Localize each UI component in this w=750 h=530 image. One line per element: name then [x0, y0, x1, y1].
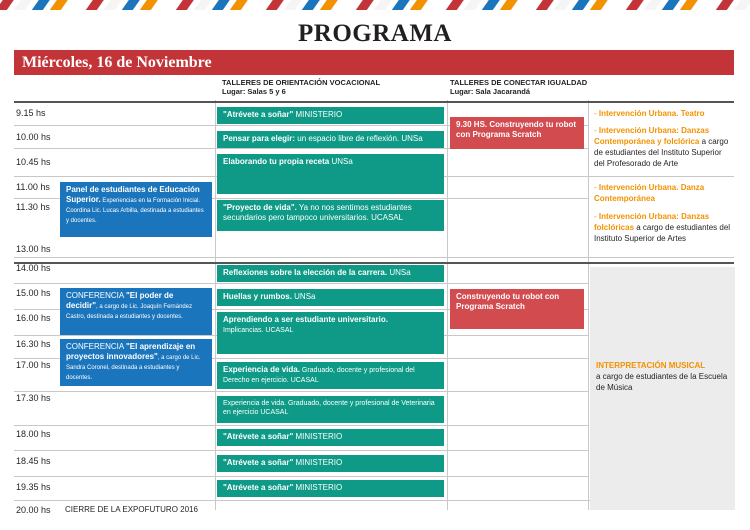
row-divider [14, 391, 589, 392]
bullet-dash: - [594, 109, 599, 118]
row-divider [14, 101, 734, 103]
right-item-title: Intervención Urbana: Danzas Contemporánea y folclórica [594, 126, 710, 146]
session-proyecto-vida [217, 200, 444, 231]
time-label: 11.00 hs [16, 182, 50, 192]
session-experiencia-veterinaria: Experiencia de vida. Graduado, docente y profesional de Veterinaria en ejercicio UCASAL [217, 396, 444, 423]
time-label: 11.30 hs [16, 202, 50, 212]
decorative-stripes [0, 0, 750, 10]
conference-prefix: CONFERENCIA [66, 342, 127, 351]
conference-title: "El poder de decidir" [66, 291, 174, 310]
time-label: 14.00 hs [16, 263, 51, 273]
session-huellas [217, 289, 444, 306]
row-divider [14, 425, 589, 426]
session-title: "Atrévete a soñar" [223, 110, 294, 119]
panel-estudiantes [60, 182, 212, 237]
session-detail: MINISTERIO [293, 458, 343, 467]
right-item-detail: a cargo de estudiantes del Instituto Superior de Artes [594, 223, 731, 243]
session-title: "Atrévete a soñar" [223, 458, 294, 467]
closing-text: CIERRE DE LA EXPOFUTURO 2016 [65, 505, 198, 514]
time-label: 13.00 hs [16, 244, 51, 254]
conference-prefix: CONFERENCIA [66, 291, 127, 300]
divider [215, 100, 216, 510]
workshop-robot-2: Construyendo tu robot con Programa Scratch [450, 289, 584, 329]
conference-detail: , a cargo de Lic. Sandra Coronel, destinada a estudiantes y docentes. [66, 355, 201, 381]
panel-detail: Experiencias en la Formación Inicial. Coordina Lic. Lucas Arbilla, destinada a estudiantes y docentes. [66, 198, 204, 224]
session-title: "Proyecto de vida". [223, 203, 297, 212]
conference-poder-decidir [60, 288, 212, 335]
row-divider [14, 283, 589, 284]
bullet-dash: - [594, 126, 599, 135]
panel-title: Panel de estudiantes de Educación Superior. [66, 185, 200, 204]
column-place: Lugar: Sala Jacarandá [450, 87, 531, 96]
page-title: PROGRAMA [298, 20, 452, 47]
session-detail: un espacio libre de reflexión. UNSa [295, 134, 423, 143]
session-detail: UNSa [291, 292, 316, 301]
time-label: 16.30 hs [16, 339, 51, 349]
right-item-title: Intervención Urbana: Danzas folclóricas [594, 212, 710, 232]
row-divider [14, 257, 734, 258]
session-title: "Atrévete a soñar" [223, 432, 294, 441]
time-label: 9.15 hs [16, 108, 46, 118]
column-place: Lugar: Salas 5 y 6 [222, 87, 286, 96]
day-header: Miércoles, 16 de Noviembre [14, 50, 734, 75]
conference-detail: , a cargo de Lic. Joaquín Fernández Castro, destinada a estudiantes y docentes. [66, 304, 193, 320]
session-title: Reflexiones sobre la elección de la carrera. [223, 268, 388, 277]
session-detail: MINISTERIO [293, 432, 343, 441]
column-title: TALLERES DE CONECTAR IGUALDAD [450, 78, 588, 87]
right-item-danza-contemporanea [594, 182, 734, 204]
music-detail: a cargo de estudiantes de la Escuela de Música [596, 372, 728, 392]
column-header-vocacional [222, 78, 380, 96]
right-item-danzas [594, 125, 734, 169]
time-label: 18.00 hs [16, 429, 51, 439]
bullet-dash: - [594, 212, 599, 221]
time-label: 10.00 hs [16, 132, 51, 142]
session-title: Pensar para elegir: [223, 134, 296, 143]
session-aprendiendo [217, 312, 444, 354]
session-title: Elaborando tu propia receta [223, 157, 330, 166]
time-label: 19.35 hs [16, 482, 51, 492]
session-pensar [217, 131, 444, 148]
time-label: 15.00 hs [16, 288, 51, 298]
time-label: 18.45 hs [16, 456, 51, 466]
row-divider [14, 476, 589, 477]
session-detail: Graduado, docente y profesional del Derecho en ejercicio. UCASAL [223, 367, 415, 384]
column-header-igualdad [450, 78, 587, 96]
right-item-title: Intervención Urbana. Danza Contemporánea [594, 183, 705, 203]
workshop-robot-1: 9.30 HS. Construyendo tu robot con Programa Scratch [450, 117, 584, 149]
divider [447, 100, 448, 510]
music-item [596, 360, 731, 393]
session-title: Aprendiendo a ser estudiante universitario. [223, 315, 388, 324]
session-detail: Implicancias. UCASAL [223, 327, 294, 334]
session-title: Huellas y rumbos. [223, 292, 292, 301]
session-detail: MINISTERIO [293, 483, 343, 492]
session-detail: Ya no nos sentimos estudiantes secundarios pero tampoco universitarios. UCASAL [223, 203, 412, 222]
time-label: 20.00 hs [16, 505, 51, 515]
column-title: TALLERES DE ORIENTACIÓN VOCACIONAL [222, 78, 381, 87]
conference-title: "El aprendizaje en proyectos innovadores" [66, 342, 196, 361]
time-label: 17.00 hs [16, 360, 51, 370]
session-detail: UNSa [387, 268, 411, 277]
row-divider [14, 450, 589, 451]
session-atrevete-3 [217, 455, 444, 472]
session-experiencia-derecho [217, 362, 444, 389]
session-title: "Atrévete a soñar" [223, 483, 294, 492]
session-receta [217, 154, 444, 194]
session-atrevete-1 [217, 107, 444, 124]
time-label: 10.45 hs [16, 157, 51, 167]
time-label: 16.00 hs [16, 313, 51, 323]
session-atrevete-2 [217, 429, 444, 446]
right-item-title: Intervención Urbana. Teatro [598, 109, 705, 118]
time-label: 17.30 hs [16, 393, 51, 403]
session-title: Experiencia de vida. [223, 365, 300, 374]
music-title: INTERPRETACIÓN MUSICAL [596, 361, 706, 370]
right-item-teatro [594, 108, 734, 119]
session-reflexiones [217, 265, 444, 282]
row-divider [14, 262, 734, 264]
right-item-detail: a cargo de estudiantes del Instituto Superior del Profesorado de Arte [594, 137, 729, 168]
session-detail: UNSa [329, 157, 353, 166]
divider [588, 100, 589, 510]
bullet-dash: - [594, 183, 599, 192]
conference-aprendizaje [60, 339, 212, 386]
right-item-folcloricas [594, 211, 734, 244]
session-detail: MINISTERIO [293, 110, 343, 119]
session-atrevete-4 [217, 480, 444, 497]
